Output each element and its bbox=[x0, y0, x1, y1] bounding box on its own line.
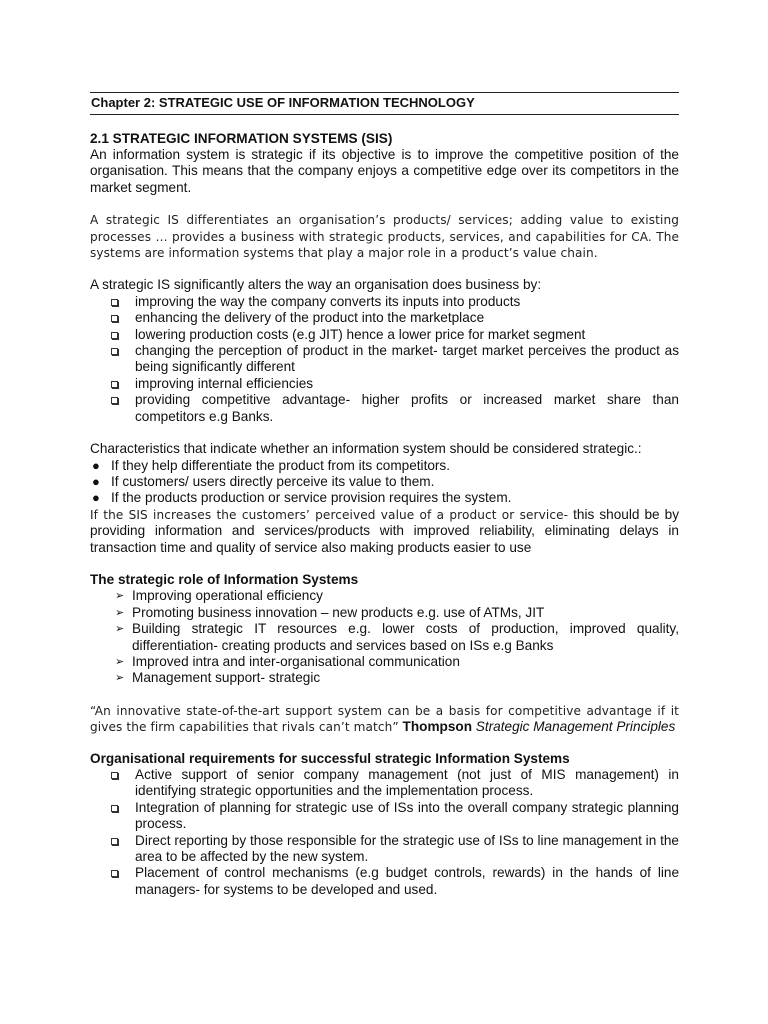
list-item bbox=[135, 865, 679, 898]
chapter-title: Chapter 2: STRATEGIC USE OF INFORMATION TECHNOLOGY bbox=[90, 92, 679, 115]
sis-paragraph bbox=[90, 507, 679, 556]
list-item-text: improving internal efficiencies bbox=[135, 375, 314, 391]
characteristics-intro: Characteristics that indicate whether an information system should be considered strategic.: bbox=[90, 441, 642, 457]
list-item-text: Management support- strategic bbox=[132, 670, 321, 686]
list-item-text: If they help differentiate the product from its competitors. bbox=[111, 457, 451, 473]
square-bullet-icon bbox=[111, 397, 118, 404]
list-item bbox=[115, 621, 679, 654]
quote-text: “An innovative state-of-the-art support system can be a basis for competitive advantage if it gives the firm capabilities that rivals can’t match” bbox=[90, 703, 679, 735]
definition-paragraph: A strategic IS differentiates an organisation’s products/ services; adding value to existing processes … provides a business with strategic products, services, and capabilities for CA. The systems are information systems that play a major role in a product’s value chain. bbox=[90, 213, 679, 261]
alters-intro: A strategic IS significantly alters the way an organisation does business by: bbox=[90, 277, 542, 293]
role-heading: The strategic role of Information Systems bbox=[90, 571, 359, 587]
characteristics-list bbox=[90, 458, 679, 507]
bullet-icon: ● bbox=[92, 457, 100, 473]
square-bullet-icon bbox=[111, 381, 118, 388]
list-item-text: providing competitive advantage- higher profits or increased market share than competitors e.g Banks. bbox=[135, 392, 679, 424]
alters-list bbox=[90, 294, 679, 425]
square-bullet-icon bbox=[111, 870, 118, 877]
list-item bbox=[115, 670, 679, 686]
list-item-text: If the products production or service provision requires the system. bbox=[111, 490, 512, 506]
list-item-text: Improving operational efficiency bbox=[132, 588, 323, 604]
square-bullet-icon bbox=[111, 838, 118, 845]
list-item bbox=[135, 392, 679, 425]
list-item bbox=[115, 604, 679, 621]
list-item-text: Active support of senior company management (not just of MIS management) in identifying strategic opportunities and the implementation process. bbox=[135, 767, 679, 799]
list-item bbox=[135, 376, 679, 392]
list-item bbox=[92, 490, 679, 506]
quote-paragraph bbox=[90, 703, 679, 736]
list-item-text: Placement of control mechanisms (e.g budget controls, rewards) in the hands of line managers- for systems to be developed and used. bbox=[135, 865, 679, 897]
list-item-text: Direct reporting by those responsible for the strategic use of ISs to line management in the area to be affected by the new system. bbox=[135, 832, 679, 865]
list-item bbox=[135, 327, 679, 343]
list-item bbox=[135, 294, 679, 310]
list-item bbox=[115, 588, 679, 604]
requirements-list bbox=[90, 767, 679, 898]
list-item-text: Building strategic IT resources e.g. lower costs of production, improved quality, differentiation- creating products and services based on ISs e.g Banks bbox=[132, 621, 679, 653]
arrow-bullet-icon: ➢ bbox=[115, 655, 125, 668]
bullet-icon: ● bbox=[92, 490, 100, 506]
list-item bbox=[135, 310, 679, 326]
list-item bbox=[92, 473, 679, 490]
arrow-bullet-icon: ➢ bbox=[115, 623, 125, 636]
list-item bbox=[135, 343, 679, 376]
list-item-text: changing the perception of product in the market- target market perceives the product as being significantly different bbox=[135, 343, 679, 375]
list-item bbox=[115, 653, 679, 670]
list-item-text: Improved intra and inter-organisational communication bbox=[132, 653, 460, 669]
document-page bbox=[90, 92, 679, 898]
square-bullet-icon bbox=[111, 299, 118, 306]
list-item-text: Integration of planning for strategic use of ISs into the overall company strategic planning process. bbox=[135, 799, 679, 832]
square-bullet-icon bbox=[111, 315, 118, 322]
list-item bbox=[135, 833, 679, 866]
list-item bbox=[135, 800, 679, 833]
quote-author: Thompson bbox=[402, 719, 473, 735]
list-item bbox=[92, 457, 679, 474]
list-item-text: If customers/ users directly perceive its value to them. bbox=[111, 473, 435, 489]
arrow-bullet-icon: ➢ bbox=[115, 672, 125, 685]
list-item-text: enhancing the delivery of the product into the marketplace bbox=[135, 310, 485, 326]
section-heading: 2.1 STRATEGIC INFORMATION SYSTEMS (SIS) bbox=[90, 131, 393, 146]
arrow-bullet-icon: ➢ bbox=[115, 590, 125, 603]
square-bullet-icon bbox=[111, 805, 118, 812]
list-item bbox=[135, 767, 679, 800]
sis-paragraph-lead: If the SIS increases the customers’ perceived value of a product or service- bbox=[90, 507, 569, 522]
square-bullet-icon bbox=[111, 772, 118, 779]
requirements-heading: Organisational requirements for successful strategic Information Systems bbox=[90, 750, 570, 766]
bullet-icon: ● bbox=[92, 473, 100, 489]
arrow-bullet-icon: ➢ bbox=[115, 606, 125, 619]
list-item-text: lowering production costs (e.g JIT) hence a lower price for market segment bbox=[135, 326, 586, 342]
sis-paragraph-rest: this should be by providing information and services/products with improved reliability, eliminating delays in transaction time and quality of service also making products easier to use bbox=[90, 506, 679, 555]
list-item-text: improving the way the company converts its inputs into products bbox=[135, 293, 521, 309]
role-list bbox=[90, 588, 679, 686]
quote-source: Strategic Management Principles bbox=[475, 719, 676, 735]
intro-paragraph: An information system is strategic if its objective is to improve the competitive position of the organisation. This means that the company enjoys a competitive edge over its competitors in the market segment. bbox=[90, 147, 679, 195]
list-item-text: Promoting business innovation – new products e.g. use of ATMs, JIT bbox=[132, 604, 545, 620]
square-bullet-icon bbox=[111, 332, 118, 339]
square-bullet-icon bbox=[111, 348, 118, 355]
